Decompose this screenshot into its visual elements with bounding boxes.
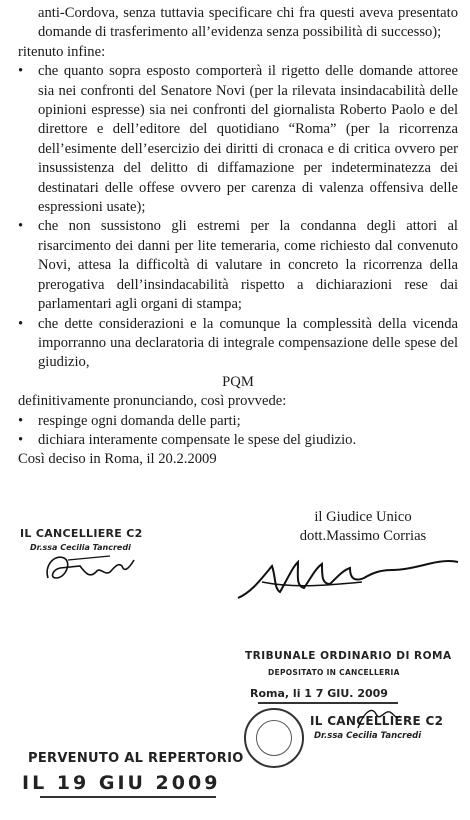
order-text: dichiara interamente compensate le spese del giudizio. [38, 431, 357, 448]
list-item [18, 431, 458, 450]
cancelliere-stamp: IL CANCELLIERE C2 [20, 527, 143, 540]
pqm-heading: PQM [222, 373, 254, 390]
pervenuto-date: IL 19 GIU 2009 [22, 772, 221, 794]
court-seal-icon [244, 708, 304, 768]
list-item [18, 412, 458, 431]
bullet-icon: • [18, 63, 24, 80]
judge-signature-block [273, 508, 453, 546]
pervenuto-stamp: PERVENUTO AL REPERTORIO [28, 751, 244, 766]
cancelliere-name: Dr.ssa Cecilia Tancredi [30, 543, 131, 552]
bullet-icon: • [18, 315, 24, 332]
bullet-icon: • [18, 431, 24, 448]
tribunale-stamp: TRIBUNALE ORDINARIO DI ROMA [245, 650, 452, 662]
judge-name: dott.Massimo Corrias [299, 528, 427, 544]
cancelliere-stamp: IL CANCELLIERE C2 [310, 714, 444, 728]
bullet-text: che dette considerazioni e la comunque la complessità della vicenda imporranno una declaratoria di integrale compensazione delle spese del giudizio, [38, 315, 458, 371]
bullet-text: che quanto sopra esposto comporterà il rigetto delle domande attoree sia nei confronti del Senatore Novi (per la rilevata insindacabilità delle opinioni espresse) sia nei confronti del giornalista Roberto Paolo e del direttore e dell’editore del quotidiano “Roma” (per la ricorrenza dell’esimente dell’esercizio dei diritti di cronaca e di critica ovvero per insussistenza del delitto di diffamazione per indeterminatezza dei destinatari delle offese ovvero per carenza di valenza offensiva delle espressioni usate); [38, 63, 458, 216]
ritenuto-heading: ritenuto infine: [18, 43, 106, 60]
list-item [18, 217, 458, 314]
bullet-icon: • [18, 412, 24, 429]
intro-paragraph: anti-Cordova, senza tuttavia specificare chi fra questi aveva presentato domande di trasferimento all’evidenza senza possibilità di successo); [38, 5, 458, 41]
judge-signature [232, 548, 462, 606]
pervenuto-date-underline [40, 796, 216, 798]
court-seal-inner [256, 720, 292, 756]
depositato-stamp: DEPOSITATO IN CANCELLERIA [268, 668, 400, 677]
cancelliere-name: Dr.ssa Cecilia Tancredi [314, 731, 422, 741]
judge-title: il Giudice Unico [314, 509, 412, 525]
bullet-icon: • [18, 218, 24, 235]
judgment-text [18, 4, 458, 470]
cancelliere-signature [40, 548, 140, 588]
list-item [18, 315, 458, 373]
ruling-intro: definitivamente pronunciando, così provvede: [18, 393, 287, 410]
cancelliere-signature [354, 702, 404, 732]
deposit-date: Roma, li 1 7 GIU. 2009 [250, 687, 388, 700]
order-text: respinge ogni domanda delle parti; [38, 412, 241, 429]
decision-date: Così deciso in Roma, il 20.2.2009 [18, 451, 217, 468]
bullet-text: che non sussistono gli estremi per la condanna degli attori al risarcimento dei danni per lite temeraria, come richiesto dal convenuto Novi, attesa la difficoltà di valutare in concreto la ricorrenza della prerogativa dell’insindacabilità rispetto a dichiarazioni rese dai parlamentari agli organi di stampa; [38, 218, 458, 313]
list-item [18, 62, 458, 217]
